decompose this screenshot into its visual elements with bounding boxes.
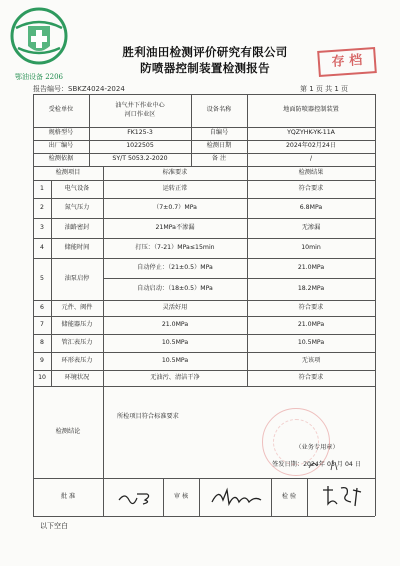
basis-label: 检测依据 [48, 155, 74, 163]
company-logo [8, 6, 70, 86]
reviewer-signature [209, 484, 265, 510]
row-standard: 10.5MPa [161, 338, 189, 346]
row-standard: 自动停止：（21±0.5）MPa [137, 263, 213, 271]
factory-number-value: 1022505 [126, 142, 154, 150]
row-result: 10.5MPa [297, 338, 325, 346]
model-value: FK125-3 [127, 129, 153, 137]
row-item: 氮气压力 [64, 203, 90, 211]
row-standard: 21MPa不渗漏 [155, 223, 195, 231]
row-number: 4 [40, 243, 44, 251]
column-header-item: 检测项目 [55, 168, 81, 176]
row-result: 18.2MPa [297, 284, 325, 292]
report-number-label: 报告编号： [33, 85, 68, 93]
row-standard: 运转正常 [162, 184, 188, 192]
self-number-label: 自编号 [209, 129, 229, 137]
row-number: 9 [40, 356, 44, 364]
report-number-value: SBKZ4024-2024 [68, 85, 125, 93]
row-result: 符合要求 [298, 373, 324, 381]
page-info: 第 1 页 共 1 页 [300, 85, 349, 93]
remark-value: / [309, 155, 313, 163]
archive-stamp: 存 档 [317, 47, 377, 77]
row-number: 5 [40, 274, 44, 282]
client-value: 油气井下作业中心 河口作业区 [115, 102, 165, 118]
table-border-bottom [33, 516, 375, 517]
shield-logo-icon [8, 6, 70, 72]
row-result: 符合要求 [298, 303, 324, 311]
seal-inner-ring [273, 419, 319, 465]
row-result: 无该项 [301, 356, 321, 364]
row-number: 6 [40, 303, 44, 311]
review-label: 审 核 [173, 492, 189, 500]
column-header-result: 检测结果 [298, 168, 324, 176]
row-item: 环形表压力 [61, 356, 93, 364]
row-item: 电气设备 [64, 184, 90, 192]
self-number-value: YQZYHK-YK-11A [287, 129, 335, 137]
table-border-right [375, 94, 376, 516]
row-result: 符合要求 [298, 184, 324, 192]
test-label: 检 验 [281, 492, 297, 500]
client-label: 受检单位 [48, 106, 74, 114]
remark-label: 备 注 [211, 155, 227, 163]
row-result: 无渗漏 [301, 223, 321, 231]
row-item: 环境状况 [64, 373, 90, 381]
row-item: 储能时间 [64, 243, 90, 251]
footer-note: 以下空白 [40, 522, 68, 530]
device-value: 地面防喷器控制装置 [283, 106, 339, 114]
device-label: 设备名称 [206, 106, 232, 114]
row-standard: 10.5MPa [161, 356, 189, 364]
row-result: 6.8MPa [299, 203, 323, 211]
row-standard: 灵活好用 [162, 303, 188, 311]
row-result: 10min [301, 243, 321, 251]
approve-label: 批 准 [60, 492, 76, 500]
basis-value: SY/T 5053.2-2020 [112, 155, 168, 163]
row-item: 油路密封 [64, 223, 90, 231]
inspector-signature [319, 482, 365, 510]
test-date-value: 2024年02月24日 [285, 142, 337, 150]
row-number: 2 [40, 203, 44, 211]
col-divider [199, 478, 200, 516]
row-result: 21.0MPa [297, 263, 325, 271]
row-number: 7 [40, 320, 44, 328]
row-item: 油泵启停 [64, 274, 90, 282]
sign-date-value: 2024年 03 月 04 日 [303, 460, 361, 468]
factory-number-label: 出厂编号 [48, 142, 74, 150]
row-standard: 打压：（7-21）MPa≤15min [135, 243, 215, 251]
row-item: 元件、阀件 [61, 303, 93, 311]
col-divider [307, 478, 308, 516]
row-number: 8 [40, 338, 44, 346]
row-standard: （7±0.7）MPa [153, 203, 197, 211]
approver-signature [117, 486, 157, 508]
report-number [33, 84, 125, 94]
row-standard: 无油污、清洁干净 [150, 373, 200, 381]
row-item: 管汇表压力 [61, 338, 93, 346]
row-standard: 21.0MPa [161, 320, 189, 328]
row-number: 10 [38, 373, 46, 381]
seal-note: （业务专用章） [295, 443, 339, 451]
conclusion-text: 所检项目符合标准要求 [117, 412, 179, 420]
model-label: 规格型号 [48, 129, 74, 137]
business-seal [262, 408, 330, 476]
conclusion-label: 检测结论 [55, 427, 81, 435]
row-item: 储能器压力 [61, 320, 93, 328]
sign-date-label: 签发日期： [272, 460, 304, 468]
logo-caption: 鄂油设备 2206 [14, 73, 64, 81]
report-title: 防喷器控制装置检测报告 [140, 61, 270, 75]
column-header-standard: 标准要求 [162, 168, 188, 176]
row-number: 1 [40, 184, 44, 192]
row-result: 21.0MPa [297, 320, 325, 328]
col-divider [103, 386, 104, 516]
row-standard: 自动启动：（18±0.5）MPa [137, 284, 213, 292]
row-number: 3 [40, 223, 44, 231]
company-name: 胜利油田检测评价研究有限公司 [122, 45, 288, 59]
test-date-label: 检测日期 [206, 142, 232, 150]
